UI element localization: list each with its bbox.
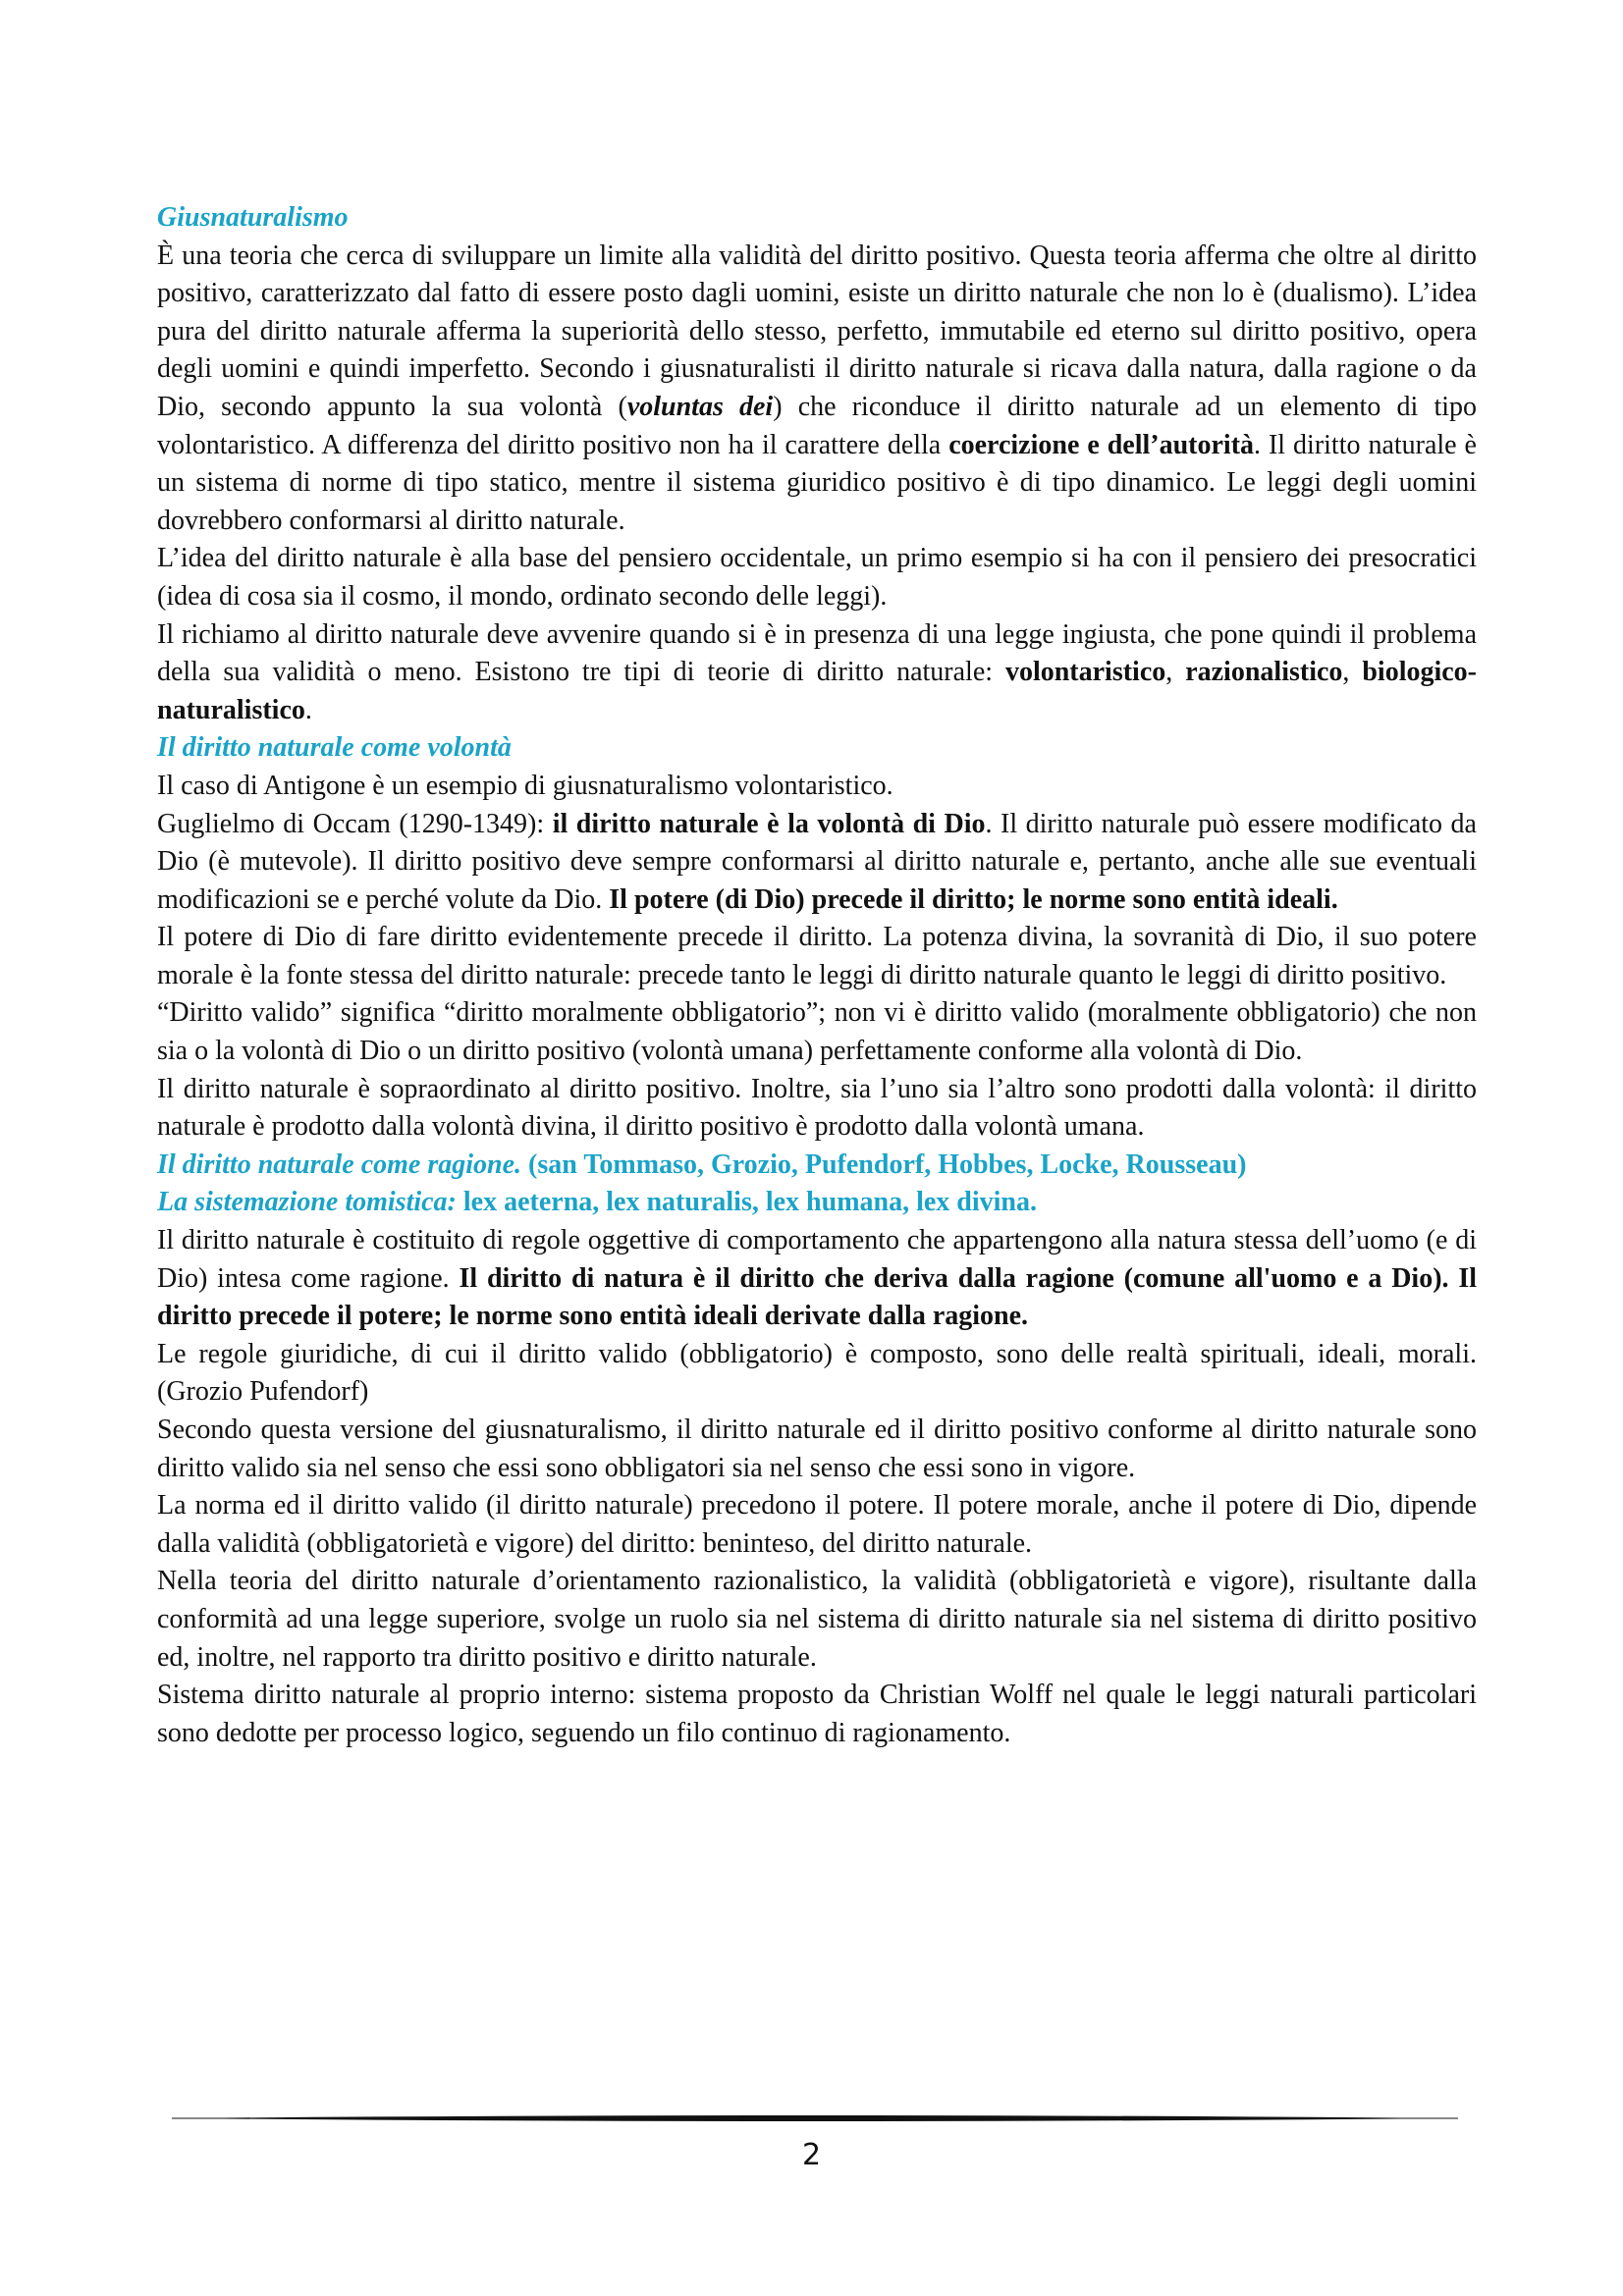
- paragraph: “Diritto valido” significa “diritto moralmente obbligatorio”; non vi è diritto valido (moralmente obbligatorio) che non sia o la volontà di Dio o un diritto positivo (volontà umana) perfettamente conforme alla volontà di Dio.: [157, 997, 1477, 1067]
- bold-phrase: il diritto naturale è la volontà di Dio: [552, 808, 986, 839]
- bold-term: razionalistico: [1185, 657, 1343, 688]
- footer-rule: [172, 2114, 1458, 2122]
- paragraph: Il diritto naturale è costituito di regole oggettive di comportamento che appartengono alla natura stessa dell’uomo (e di Dio) intesa come ragione. Il diritto di natura è il diritto che deriva dalla ragione (comune all'uomo e a Dio). Il diritto precede il potere; le norme sono entità ideali derivate dalla ragione.: [157, 1225, 1478, 1332]
- paragraph: L’idea del diritto naturale è alla base del pensiero occidentale, un primo esempio si ha con il pensiero dei presocratici (idea di cosa sia il cosmo, il mondo, ordinato secondo delle leggi).: [157, 543, 1477, 612]
- section-heading-ragione: Il diritto naturale come ragione. (san Tommaso, Grozio, Pufendorf, Hobbes, Locke, Rousseau): [157, 1148, 1247, 1180]
- paragraph: Sistema diritto naturale al proprio interno: sistema proposto da Christian Wolff nel quale le leggi naturali particolari sono dedotte per processo logico, seguendo un filo continuo di ragionamento.: [157, 1680, 1477, 1748]
- subheading-tomistica: La sistemazione tomistica: lex aeterna, lex naturalis, lex humana, lex divina.: [157, 1187, 1037, 1218]
- bold-phrase: Il diritto di natura è il diritto che deriva dalla ragione (comune all'uomo e a Dio). Il diritto precede il potere; le norme sono entità ideali derivate dalla ragione.: [157, 1262, 1478, 1332]
- bold-phrase: Il potere (di Dio) precede il diritto; le norme sono entità ideali.: [609, 883, 1338, 915]
- paragraph: Il potere di Dio di fare diritto evidentemente precede il diritto. La potenza divina, la sovranità di Dio, il suo potere morale è la fonte stessa del diritto naturale: precede tanto le leggi di diritto naturale quanto le leggi di diritto positivo.: [157, 922, 1477, 990]
- bold-term: volontaristico: [1004, 657, 1166, 688]
- page-number: 2: [801, 2138, 822, 2172]
- paragraph: La norma ed il diritto valido (il diritto naturale) precedono il potere. Il potere morale, anche il potere di Dio, dipende dalla validità (obbligatorietà e vigore) del diritto: beninteso, del diritto naturale.: [157, 1490, 1477, 1559]
- paragraph: Secondo questa versione del giusnaturalismo, il diritto naturale ed il diritto positivo conforme al diritto naturale sono diritto valido sia nel senso che essi sono obbligatori sia nel senso che essi sono in vigore.: [157, 1415, 1477, 1483]
- bold-phrase: coercizione e dell’autorità: [948, 429, 1255, 460]
- paragraph: È una teoria che cerca di sviluppare un limite alla validità del diritto positivo. Questa teoria afferma che oltre al diritto positivo, caratterizzato dal fatto di essere posto dagli uomini, esiste un diritto naturale che non lo è (dualismo). L’idea pura del diritto naturale afferma la superiorità dello stesso, perfetto, immutabile ed eterno sul diritto positivo, opera degli uomini e quindi imperfetto. Secondo i giusnaturalisti il diritto naturale si ricava dalla natura, dalla ragione o da Dio, secondo appunto la sua volontà (voluntas dei) che riconduce il diritto naturale ad un elemento di tipo volontaristico. A differenza del diritto positivo non ha il carattere della coercizione e dell’autorità. Il diritto naturale è un sistema di norme di tipo statico, mentre il sistema giuridico positivo è di tipo dinamico. Le leggi degli uomini dovrebbero conformarsi al diritto naturale.: [157, 240, 1478, 536]
- paragraph: Il richiamo al diritto naturale deve avvenire quando si è in presenza di una legge ingiusta, che pone quindi il problema della sua validità o meno. Esistono tre tipi di teorie di diritto naturale: volontaristico, razionalistico, biologico-naturalistico.: [157, 618, 1478, 725]
- paragraph: Guglielmo di Occam (1290-1349): il diritto naturale è la volontà di Dio. Il diritto naturale può essere modificato da Dio (è mutevole). Il diritto positivo deve sempre conformarsi al diritto naturale e, pertanto, anche alle sue eventuali modificazioni se e perché volute da Dio. Il potere (di Dio) precede il diritto; le norme sono entità ideali.: [157, 808, 1477, 915]
- paragraph: Il caso di Antigone è un esempio di giusnaturalismo volontaristico.: [157, 770, 893, 801]
- page-content: [157, 199, 1477, 1752]
- section-heading-giusnaturalismo: Giusnaturalismo: [157, 202, 349, 233]
- section-heading-volonta: Il diritto naturale come volontà: [157, 732, 512, 764]
- paragraph: Il diritto naturale è sopraordinato al diritto positivo. Inoltre, sia l’uno sia l’altro sono prodotti dalla volontà: il diritto naturale è prodotto dalla volontà divina, il diritto positivo è prodotto dalla volontà umana.: [157, 1073, 1477, 1143]
- paragraph: Nella teoria del diritto naturale d’orientamento razionalistico, la validità (obbligatorietà e vigore), risultante dalla conformità ad una legge superiore, svolge un ruolo sia nel sistema di diritto naturale sia nel sistema di diritto positivo ed, inoltre, nel rapporto tra diritto positivo e diritto naturale.: [157, 1566, 1477, 1673]
- paragraph: Le regole giuridiche, di cui il diritto valido (obbligatorio) è composto, sono delle realtà spirituali, ideali, morali. (Grozio Pufendorf): [157, 1338, 1477, 1408]
- latin-term: voluntas dei: [626, 391, 774, 422]
- bold-term: biologico-naturalistico: [157, 657, 1478, 725]
